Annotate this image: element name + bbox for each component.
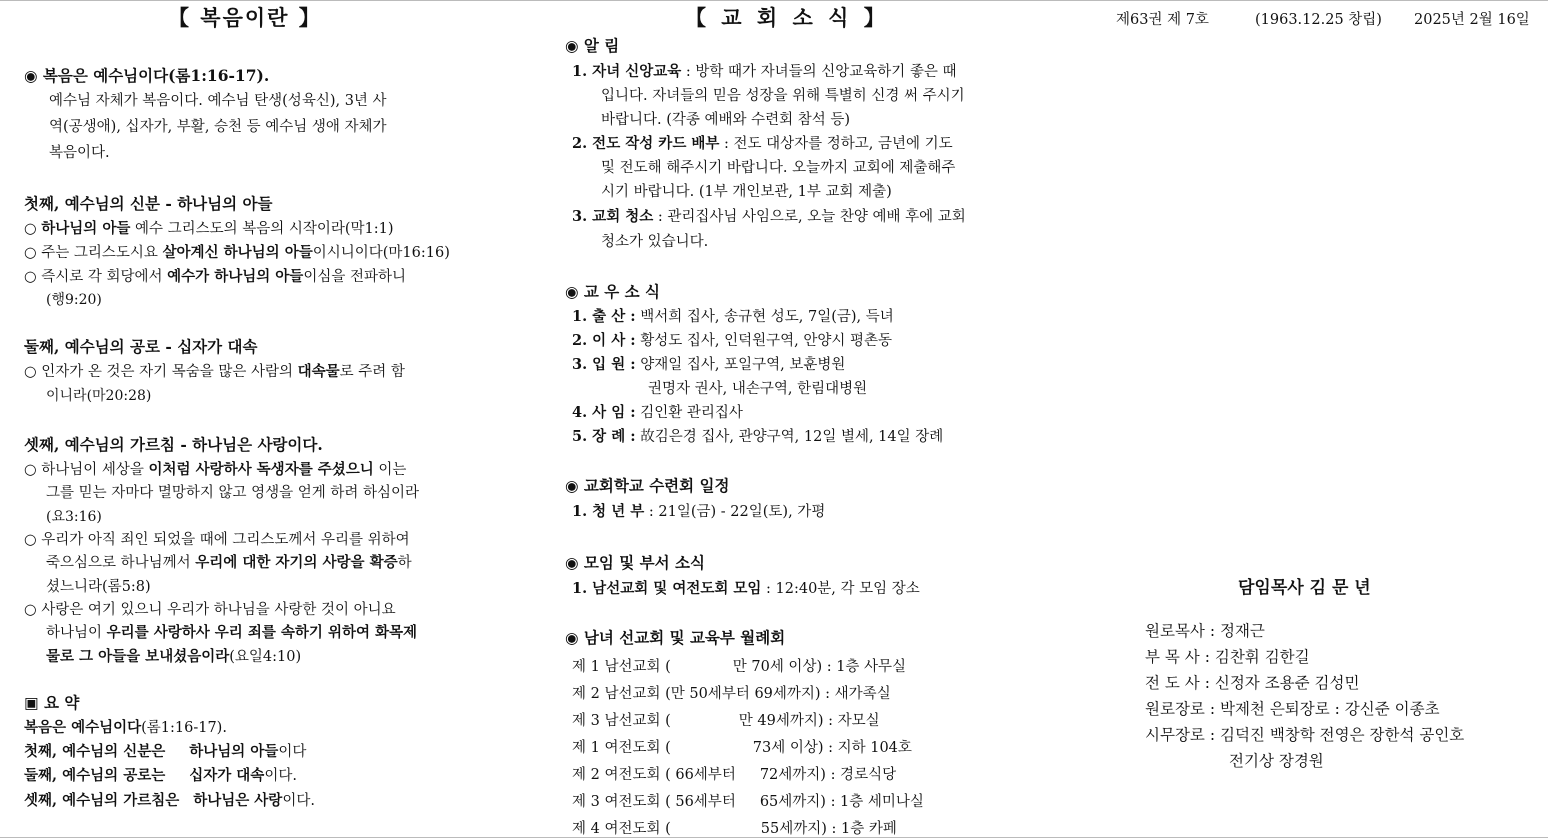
emphasis: 십자가 대속: [189, 767, 265, 784]
monthly-row: [572, 656, 906, 678]
emphasis: 살아계신 하나님의 아들: [162, 244, 313, 261]
monthly-row: [572, 737, 912, 759]
emphasis: 우리에 대한 자기의 사랑을 확증: [195, 554, 398, 571]
emphasis: 하나님의 아들: [189, 743, 279, 760]
gospel-title: 【 복음이란 】: [168, 5, 322, 30]
staff-role: 시무장로 :: [1145, 726, 1220, 744]
summary-line-3: [24, 765, 297, 787]
staff-row: [1145, 722, 1464, 748]
section2-item-1-ref: 이니라(마20:28): [46, 388, 152, 404]
verse-text: 예수 그리스도의 복음의 시작이라(막1:1): [130, 221, 394, 237]
notice-heading: ◉ 알 림: [565, 36, 620, 55]
section3-heading: 셋째, 예수님의 가르침 - 하나님은 사랑이다.: [24, 435, 323, 454]
verse-text: 이심을 전파하니: [303, 269, 406, 285]
staff-row: [1145, 618, 1265, 644]
section3-item-2-ref: 셨느니라(롬5:8): [46, 579, 151, 595]
verse-text: ○ 하나님이 세상을: [24, 462, 149, 478]
staff-row: [1145, 670, 1359, 696]
verse-text: ○ 즉시로 각 회당에서: [24, 269, 168, 285]
section1-item-1: [24, 218, 394, 240]
verse-text: 로 주려 함: [339, 364, 405, 380]
notice-item-3: [572, 206, 966, 228]
monthly-detail: 73세 이상) : 지하 104호: [752, 740, 912, 756]
staff-row: [1145, 644, 1310, 670]
section3-item-1: [24, 459, 406, 481]
monthly-row: [572, 791, 924, 813]
section3-item-3: ○ 사랑은 여기 있으니 우리가 하나님을 사랑한 것이 아니요: [24, 602, 396, 618]
verse-text: 이는: [373, 462, 407, 478]
staff-row: [1145, 696, 1440, 722]
section1-item-3: [24, 266, 406, 288]
emphasis: 공로는: [123, 767, 166, 784]
members-label: 5. 장 례 :: [572, 428, 636, 445]
groups-text: : 12:40분, 각 모임 장소: [761, 581, 920, 597]
notice-item-2: [572, 133, 953, 155]
retreat-label: 1. 청 년 부: [572, 503, 645, 520]
verse-text: 이시니이다(마16:16): [312, 245, 450, 261]
members-text: 양재일 집사, 포일구역, 보훈병원: [635, 357, 846, 373]
groups-item-1: [572, 578, 920, 600]
verse-ref: (롬1:16-17).: [141, 720, 227, 736]
members-item-2: [572, 330, 892, 352]
staff-role: 전 도 사 :: [1145, 674, 1215, 692]
members-item-5: [572, 426, 943, 448]
summary-label: 셋째, 예수님의: [24, 792, 124, 809]
emphasis: 하나님은 사랑: [193, 792, 283, 809]
section3-item-1-ref: (요3:16): [46, 509, 102, 525]
section3-item-2: ○ 우리가 아직 죄인 되었을 때에 그리스도께서 우리를 위하여: [24, 532, 410, 548]
monthly-detail: 만 70세 이상) : 1층 사무실: [732, 659, 907, 675]
retreat-item-1: [572, 501, 825, 523]
notice-label: 1. 자녀 신앙교육: [572, 63, 682, 80]
notice-text: : 방학 때가 자녀들의 신앙교육하기 좋은 때: [681, 64, 957, 80]
members-item-4: [572, 402, 743, 424]
members-label: 4. 사 임 :: [572, 404, 636, 421]
staff-names: 박제천 은퇴장로 : 강신준 이종초: [1219, 700, 1440, 718]
groups-heading: ◉ 모임 및 부서 소식: [565, 553, 705, 572]
staff-role: 원로목사 :: [1145, 622, 1220, 640]
emphasis: 예수가 하나님의 아들: [167, 268, 304, 285]
monthly-heading: ◉ 남녀 선교회 및 교육부 월례회: [565, 628, 786, 647]
verse-text: ○ 주는 그리스도시요: [24, 245, 163, 261]
summary-label: 둘째, 예수님의: [24, 767, 124, 784]
summary-heading: ▣ 요 약: [24, 693, 80, 712]
section1-item-2: [24, 242, 450, 264]
monthly-row: [572, 764, 896, 786]
section3-item-1-cont: 그를 믿는 자마다 멸망하지 않고 영생을 얻게 하려 하심이라: [46, 485, 420, 501]
section3-item-3-cont: [46, 622, 417, 644]
top-rule: [0, 0, 1548, 1]
members-text: 故김은경 집사, 관양구역, 12일 별세, 14일 장례: [635, 429, 944, 445]
emphasis: 대속물: [297, 363, 340, 380]
staff-names: 전기상 장경원: [1229, 752, 1324, 770]
staff-role: 부 목 사 :: [1145, 648, 1215, 666]
emphasis: 하나님의 아들: [41, 220, 131, 237]
summary-tail: 이다.: [282, 793, 315, 809]
notice-label: 2. 전도 작성 카드 배부: [572, 135, 720, 152]
retreat-heading: ◉ 교회학교 수련회 일정: [565, 476, 730, 495]
members-label: 3. 입 원 :: [572, 356, 636, 373]
summary-line-1: [24, 717, 227, 739]
gospel-heading: ◉ 복음은 예수님이다(롬1:16-17).: [24, 66, 270, 85]
summary-tail: 이다: [278, 744, 307, 760]
emphasis: 가르침은: [123, 792, 180, 809]
monthly-group: 제 3 남선교회 (: [572, 713, 671, 729]
members-item-3: [572, 354, 845, 376]
monthly-detail: 72세까지) : 경로식당: [759, 767, 897, 783]
notice-item-2-cont: 및 전도해 해주시기 바랍니다. 오늘까지 교회에 제출해주: [601, 160, 956, 176]
monthly-group: 제 2 남선교회 (만 50세부터 69세까지) : 새가족실: [572, 686, 891, 702]
emphasis: 복음은 예수님이다: [24, 719, 142, 736]
volume-number: 제63권 제 7호: [1116, 12, 1209, 28]
monthly-group: 제 3 여전도회 ( 56세부터: [572, 794, 736, 810]
staff-row: [1229, 748, 1324, 774]
verse-text: 하나님이: [46, 625, 107, 641]
emphasis: 신분은: [123, 743, 166, 760]
section1-item-3-ref: (행9:20): [46, 292, 102, 308]
notice-label: 3. 교회 청소: [572, 208, 654, 225]
section2-heading: 둘째, 예수님의 공로 - 십자가 대속: [24, 337, 258, 356]
monthly-group: 제 1 여전도회 (: [572, 740, 671, 756]
intro-line-2: 역(공생애), 십자가, 부활, 승천 등 예수님 생애 자체가: [49, 119, 387, 135]
members-heading: ◉ 교 우 소 식: [565, 282, 661, 301]
members-text: 김인환 관리집사: [635, 405, 743, 421]
notice-item-1: [572, 61, 957, 83]
members-text: 황성도 집사, 인덕원구역, 안양시 평촌동: [635, 333, 893, 349]
monthly-group: 제 4 여전도회 (: [572, 821, 671, 837]
church-news-title: 【 교 회 소 식 】: [685, 5, 889, 30]
summary-line-2: [24, 741, 306, 763]
section1-heading: 첫째, 예수님의 신분 - 하나님의 아들: [24, 194, 273, 213]
bullet: ○: [24, 221, 42, 237]
members-item-1: [572, 306, 894, 328]
notice-text: : 관리집사님 사임으로, 오늘 찬양 예배 후에 교회: [653, 209, 966, 225]
emphasis: 우리를 사랑하사 우리 죄를 속하기 위하여 화목제: [106, 624, 418, 641]
notice-item-1-cont: 입니다. 자녀들의 믿음 성장을 위해 특별히 신경 써 주시기: [601, 88, 965, 104]
notice-text: : 전도 대상자를 정하고, 금년에 기도: [719, 136, 953, 152]
members-text: 백서희 집사, 송규현 성도, 7일(금), 득녀: [635, 309, 894, 325]
monthly-detail: 55세까지) : 1층 카페: [760, 821, 897, 837]
summary-line-4: [24, 790, 315, 812]
founded-date: (1963.12.25 창립): [1255, 12, 1382, 28]
members-label: 2. 이 사 :: [572, 332, 636, 349]
emphasis: 이처럼 사랑하사 독생자를 주셨으니: [148, 461, 374, 478]
monthly-row: [572, 710, 880, 732]
summary-label: 첫째, 예수님의: [24, 743, 124, 760]
notice-item-1-end: 바랍니다. (각종 예배와 수련회 참석 등): [601, 112, 851, 128]
senior-pastor: 담임목사 김 문 년: [1238, 578, 1371, 598]
verse-text: 죽으심으로 하나님께서: [46, 555, 196, 571]
monthly-detail: 65세까지) : 1층 세미나실: [759, 794, 924, 810]
staff-names: 김덕진 백창학 전영은 장한석 공인호: [1219, 726, 1465, 744]
verse-ref: (요일4:10): [229, 649, 302, 665]
monthly-detail: 만 49세까지) : 자모실: [738, 713, 880, 729]
section3-item-2-cont: [46, 552, 412, 574]
intro-line-1: 예수님 자체가 복음이다. 예수님 탄생(성육신), 3년 사: [49, 93, 387, 109]
members-item-3-cont: 권명자 권사, 내손구역, 한림대병원: [648, 381, 868, 397]
section2-item-1: [24, 361, 405, 383]
retreat-text: : 21일(금) - 22일(토), 가평: [644, 504, 826, 520]
monthly-group: 제 2 여전도회 ( 66세부터: [572, 767, 736, 783]
monthly-row: [572, 683, 891, 705]
verse-text: 하: [397, 555, 412, 571]
summary-tail: 이다.: [264, 768, 297, 784]
monthly-group: 제 1 남선교회 (: [572, 659, 671, 675]
section3-item-3-end: [46, 646, 301, 668]
issue-date: 2025년 2월 16일: [1414, 12, 1530, 28]
intro-line-3: 복음이다.: [49, 145, 110, 161]
members-label: 1. 출 산 :: [572, 308, 636, 325]
staff-names: 김찬휘 김한길: [1214, 648, 1310, 666]
staff-names: 정재근: [1219, 622, 1265, 640]
verse-text: ○ 인자가 온 것은 자기 목숨을 많은 사람의: [24, 364, 298, 380]
monthly-row: [572, 818, 897, 840]
notice-item-2-end: 시기 바랍니다. (1부 개인보관, 1부 교회 제출): [601, 184, 892, 200]
notice-item-3-end: 청소가 있습니다.: [601, 234, 709, 250]
staff-names: 신정자 조용준 김성민: [1214, 674, 1360, 692]
groups-label: 1. 남선교회 및 여전도회 모임: [572, 580, 762, 597]
staff-role: 원로장로 :: [1145, 700, 1220, 718]
emphasis: 물로 그 아들을 보내셨음이라: [46, 648, 230, 665]
